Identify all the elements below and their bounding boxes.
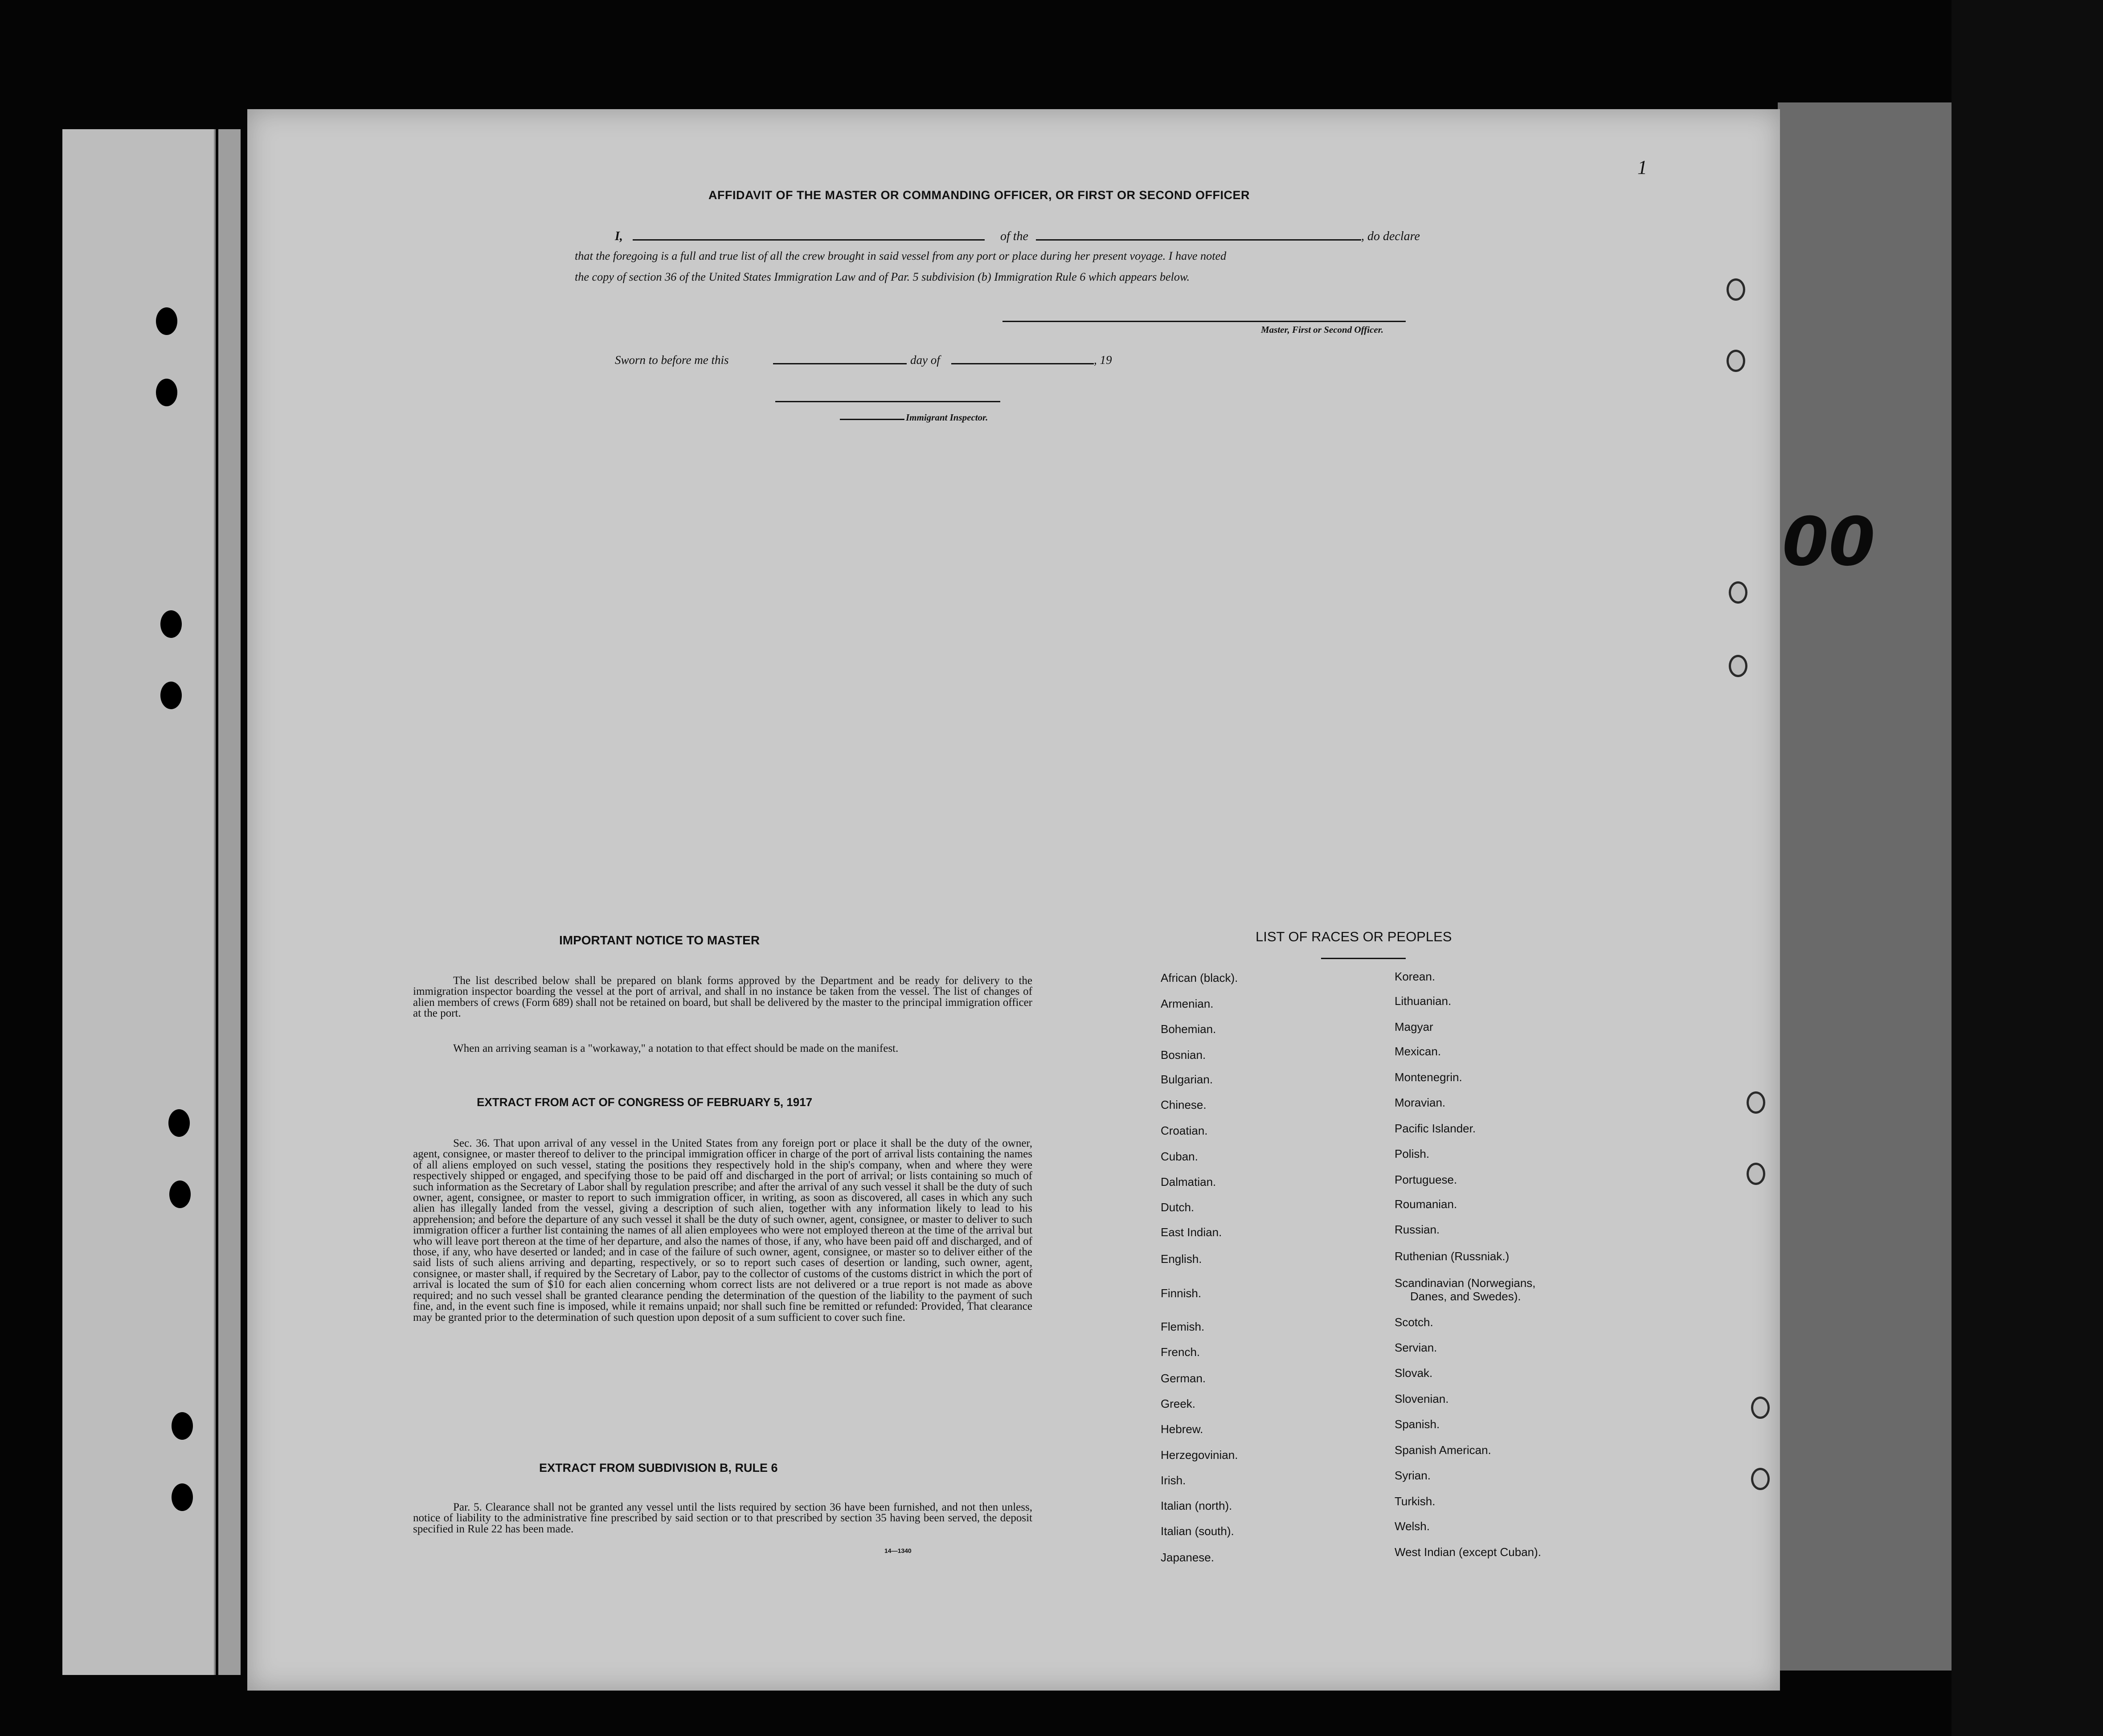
race-item: Cuban. xyxy=(1161,1150,1198,1163)
i-label: I, xyxy=(615,229,623,243)
right-margin-strip xyxy=(1778,102,1965,1671)
punch-hole xyxy=(156,307,177,335)
binder-ring xyxy=(1747,1091,1765,1114)
sworn-label: Sworn to before me this xyxy=(615,353,729,367)
subdivision-paragraph: Par. 5. Clearance shall not be granted any vessel until the lists required by section 36 have been furnished, and not then unless, notice of liability to the administrative fine prescribed by said section or to that prescribed by section 35 having been served, the deposit specified in Rule 22 has been made. xyxy=(413,1501,1032,1535)
notice-title: IMPORTANT NOTICE TO MASTER xyxy=(559,933,760,947)
year-label: , 19 xyxy=(1094,353,1112,367)
race-item: Slovak. xyxy=(1395,1366,1433,1380)
race-item: Roumanian. xyxy=(1395,1197,1457,1211)
race-item: Polish. xyxy=(1395,1147,1430,1160)
race-item: Portuguese. xyxy=(1395,1173,1457,1186)
signature-caption: Master, First or Second Officer. xyxy=(1261,324,1383,335)
race-item: English. xyxy=(1161,1252,1202,1266)
binder-ring xyxy=(1727,278,1745,301)
race-item: Servian. xyxy=(1395,1341,1437,1354)
races-title: LIST OF RACES OR PEOPLES xyxy=(1256,929,1452,944)
race-item: Pacific Islander. xyxy=(1395,1122,1476,1135)
race-item: Bohemian. xyxy=(1161,1022,1216,1036)
race-item: Bulgarian. xyxy=(1161,1073,1213,1086)
race-item: Croatian. xyxy=(1161,1124,1208,1137)
race-item: Bosnian. xyxy=(1161,1048,1206,1062)
binder-ring xyxy=(1751,1468,1770,1490)
race-item: Montenegrin. xyxy=(1395,1070,1462,1084)
page-mark: 1 xyxy=(1637,156,1647,178)
subdivision-title: EXTRACT FROM SUBDIVISION B, RULE 6 xyxy=(539,1461,778,1475)
punch-hole xyxy=(172,1412,193,1440)
punch-hole xyxy=(160,610,182,638)
form-number: 14—1340 xyxy=(884,1547,912,1554)
affidavit-line-2: that the foregoing is a full and true list of all the crew brought in said vessel from any port or place during her present voyage. I have noted xyxy=(575,249,1227,262)
day-of-label: day of xyxy=(910,353,940,367)
race-item: Italian (north). xyxy=(1161,1499,1232,1512)
inspector-signature-line[interactable] xyxy=(775,401,1000,402)
notice-paragraph-2: When an arriving seaman is a "workaway," a notation to that effect should be made on the manifest. xyxy=(453,1042,899,1054)
race-item: Spanish American. xyxy=(1395,1443,1491,1457)
race-item: Magyar xyxy=(1395,1020,1433,1033)
punch-hole xyxy=(168,1109,190,1137)
race-item: Slovenian. xyxy=(1395,1392,1449,1405)
race-item: West Indian (except Cuban). xyxy=(1395,1545,1542,1559)
binder-ring xyxy=(1729,581,1747,604)
inspector-caption: Immigrant Inspector. xyxy=(906,412,988,423)
binder-ring xyxy=(1747,1163,1765,1185)
race-item: Greek. xyxy=(1161,1397,1196,1410)
do-declare-label: , do declare xyxy=(1361,229,1420,243)
act-title: EXTRACT FROM ACT OF CONGRESS OF FEBRUARY 5, 1917 xyxy=(477,1095,813,1109)
race-item: Russian. xyxy=(1395,1223,1440,1236)
race-item: African (black). xyxy=(1161,971,1238,984)
binder-ring xyxy=(1727,350,1745,372)
right-dark-edge xyxy=(1952,0,2103,1736)
race-item: Spanish. xyxy=(1395,1417,1440,1431)
race-item: Dalmatian. xyxy=(1161,1175,1216,1189)
race-item: Korean. xyxy=(1395,970,1436,983)
punch-hole xyxy=(160,682,182,709)
race-item: Lithuanian. xyxy=(1395,994,1452,1008)
race-item: Herzegovinian. xyxy=(1161,1448,1238,1462)
race-item: Hebrew. xyxy=(1161,1422,1203,1436)
inspector-dash-line xyxy=(840,419,904,420)
margin-handwriting: 00 xyxy=(1782,503,1875,581)
race-item: Syrian. xyxy=(1395,1469,1431,1482)
race-item: Welsh. xyxy=(1395,1520,1430,1533)
of-the-label: of the xyxy=(1000,229,1028,243)
race-item: Armenian. xyxy=(1161,997,1214,1010)
races-title-underline xyxy=(1321,958,1406,959)
punch-hole xyxy=(169,1180,191,1208)
vessel-field-line[interactable] xyxy=(1036,239,1361,241)
sworn-day-line[interactable] xyxy=(773,363,907,364)
affidavit-line-3: the copy of section 36 of the United States Immigration Law and of Par. 5 subdivision (b) Immigration Rule 6 which appears below. xyxy=(575,270,1190,283)
binder-ring xyxy=(1751,1397,1770,1419)
left-edge-strip xyxy=(218,129,241,1675)
signature-line[interactable] xyxy=(1002,321,1406,322)
race-item: Danes, and Swedes). xyxy=(1410,1290,1521,1303)
race-item: Japanese. xyxy=(1161,1551,1214,1564)
race-item: Finnish. xyxy=(1161,1287,1202,1300)
race-item: Flemish. xyxy=(1161,1320,1205,1333)
punch-hole xyxy=(156,379,177,406)
notice-paragraph-1: The list described below shall be prepared on blank forms approved by the Department and be ready for delivery to the immigration inspector boarding the vessel at the port of arrival, and shall in no instance be taken from the vessel. The list of changes of alien members of crews (Form 689) shall not be retained on board, but shall be delivered by the master to the principal immigration officer at the port. xyxy=(413,975,1032,1020)
punch-hole xyxy=(172,1483,193,1511)
race-item: Chinese. xyxy=(1161,1098,1207,1111)
race-item: Scandinavian (Norwegians, xyxy=(1395,1276,1536,1290)
sworn-month-line[interactable] xyxy=(951,363,1094,364)
race-item: Mexican. xyxy=(1395,1045,1441,1058)
race-item: Italian (south). xyxy=(1161,1524,1234,1538)
document-page xyxy=(247,109,1780,1691)
race-item: Scotch. xyxy=(1395,1315,1433,1329)
race-item: Ruthenian (Russniak.) xyxy=(1395,1250,1510,1263)
binder-ring xyxy=(1729,655,1747,677)
race-item: Moravian. xyxy=(1395,1096,1446,1109)
race-item: French. xyxy=(1161,1345,1200,1359)
act-paragraph: Sec. 36. That upon arrival of any vessel in the United States from any foreign port or place it shall be the duty of the owner, agent, consignee, or master thereof to deliver to the principal immigration officer in charge of the port of arrival lists containing the names of all aliens employed on such vessel, stating the positions they respectively hold in the ship's company, when and where they were respectively shipped or engaged, and specifying those to be paid off and discharged in the port of arrival; or lists containing so much of such information as the Secretary of Labor shall by regulation prescribe; and after the arrival of any such vessel it shall be the duty of such owner, agent, consignee, or master to report to such immigration officer, in writing, as soon as discovered, all cases in which any such alien has illegally landed from the vessel, giving a description of such alien, together with any information likely to lead to his apprehension; and before the departure of any such vessel it shall be the duty of such owner, agent, consignee, or master to deliver to such immigration officer a further list containing the names of all alien employees who were not employed thereon at the time of the arrival but who will leave port thereon at the time of her departure, and also the names of those, if any, who have been paid off and discharged, and of those, if any, who have deserted or landed; and in case of the failure of such owner, agent, consignee, or master so to deliver either of the said lists of such aliens arriving and departing, respectively, or so to report such cases of desertion or landing, such owner, agent, consignee, or master shall, if required by the Secretary of Labor, pay to the collector of customs of the customs district in which the port of arrival is located the sum of $10 for each alien concerning whom correct lists are not delivered or a true report is not made as above required; and no such vessel shall be granted clearance pending the determination of the question of the liability to the payment of such fine, and, in the event such fine is imposed, while it remains unpaid; nor shall such fine be remitted or refunded: Provided, That clearance may be granted prior to the determination of such question upon deposit of a sum sufficient to cover such fine. xyxy=(413,1137,1032,1323)
race-item: East Indian. xyxy=(1161,1225,1222,1239)
race-item: German. xyxy=(1161,1372,1206,1385)
affidavit-title: AFFIDAVIT OF THE MASTER OR COMMANDING OFFICER, OR FIRST OR SECOND OFFICER xyxy=(708,188,1250,202)
left-margin-strip xyxy=(62,129,216,1675)
race-item: Turkish. xyxy=(1395,1495,1436,1508)
name-field-line[interactable] xyxy=(633,239,985,241)
race-item: Dutch. xyxy=(1161,1201,1195,1214)
race-item: Irish. xyxy=(1161,1474,1186,1487)
